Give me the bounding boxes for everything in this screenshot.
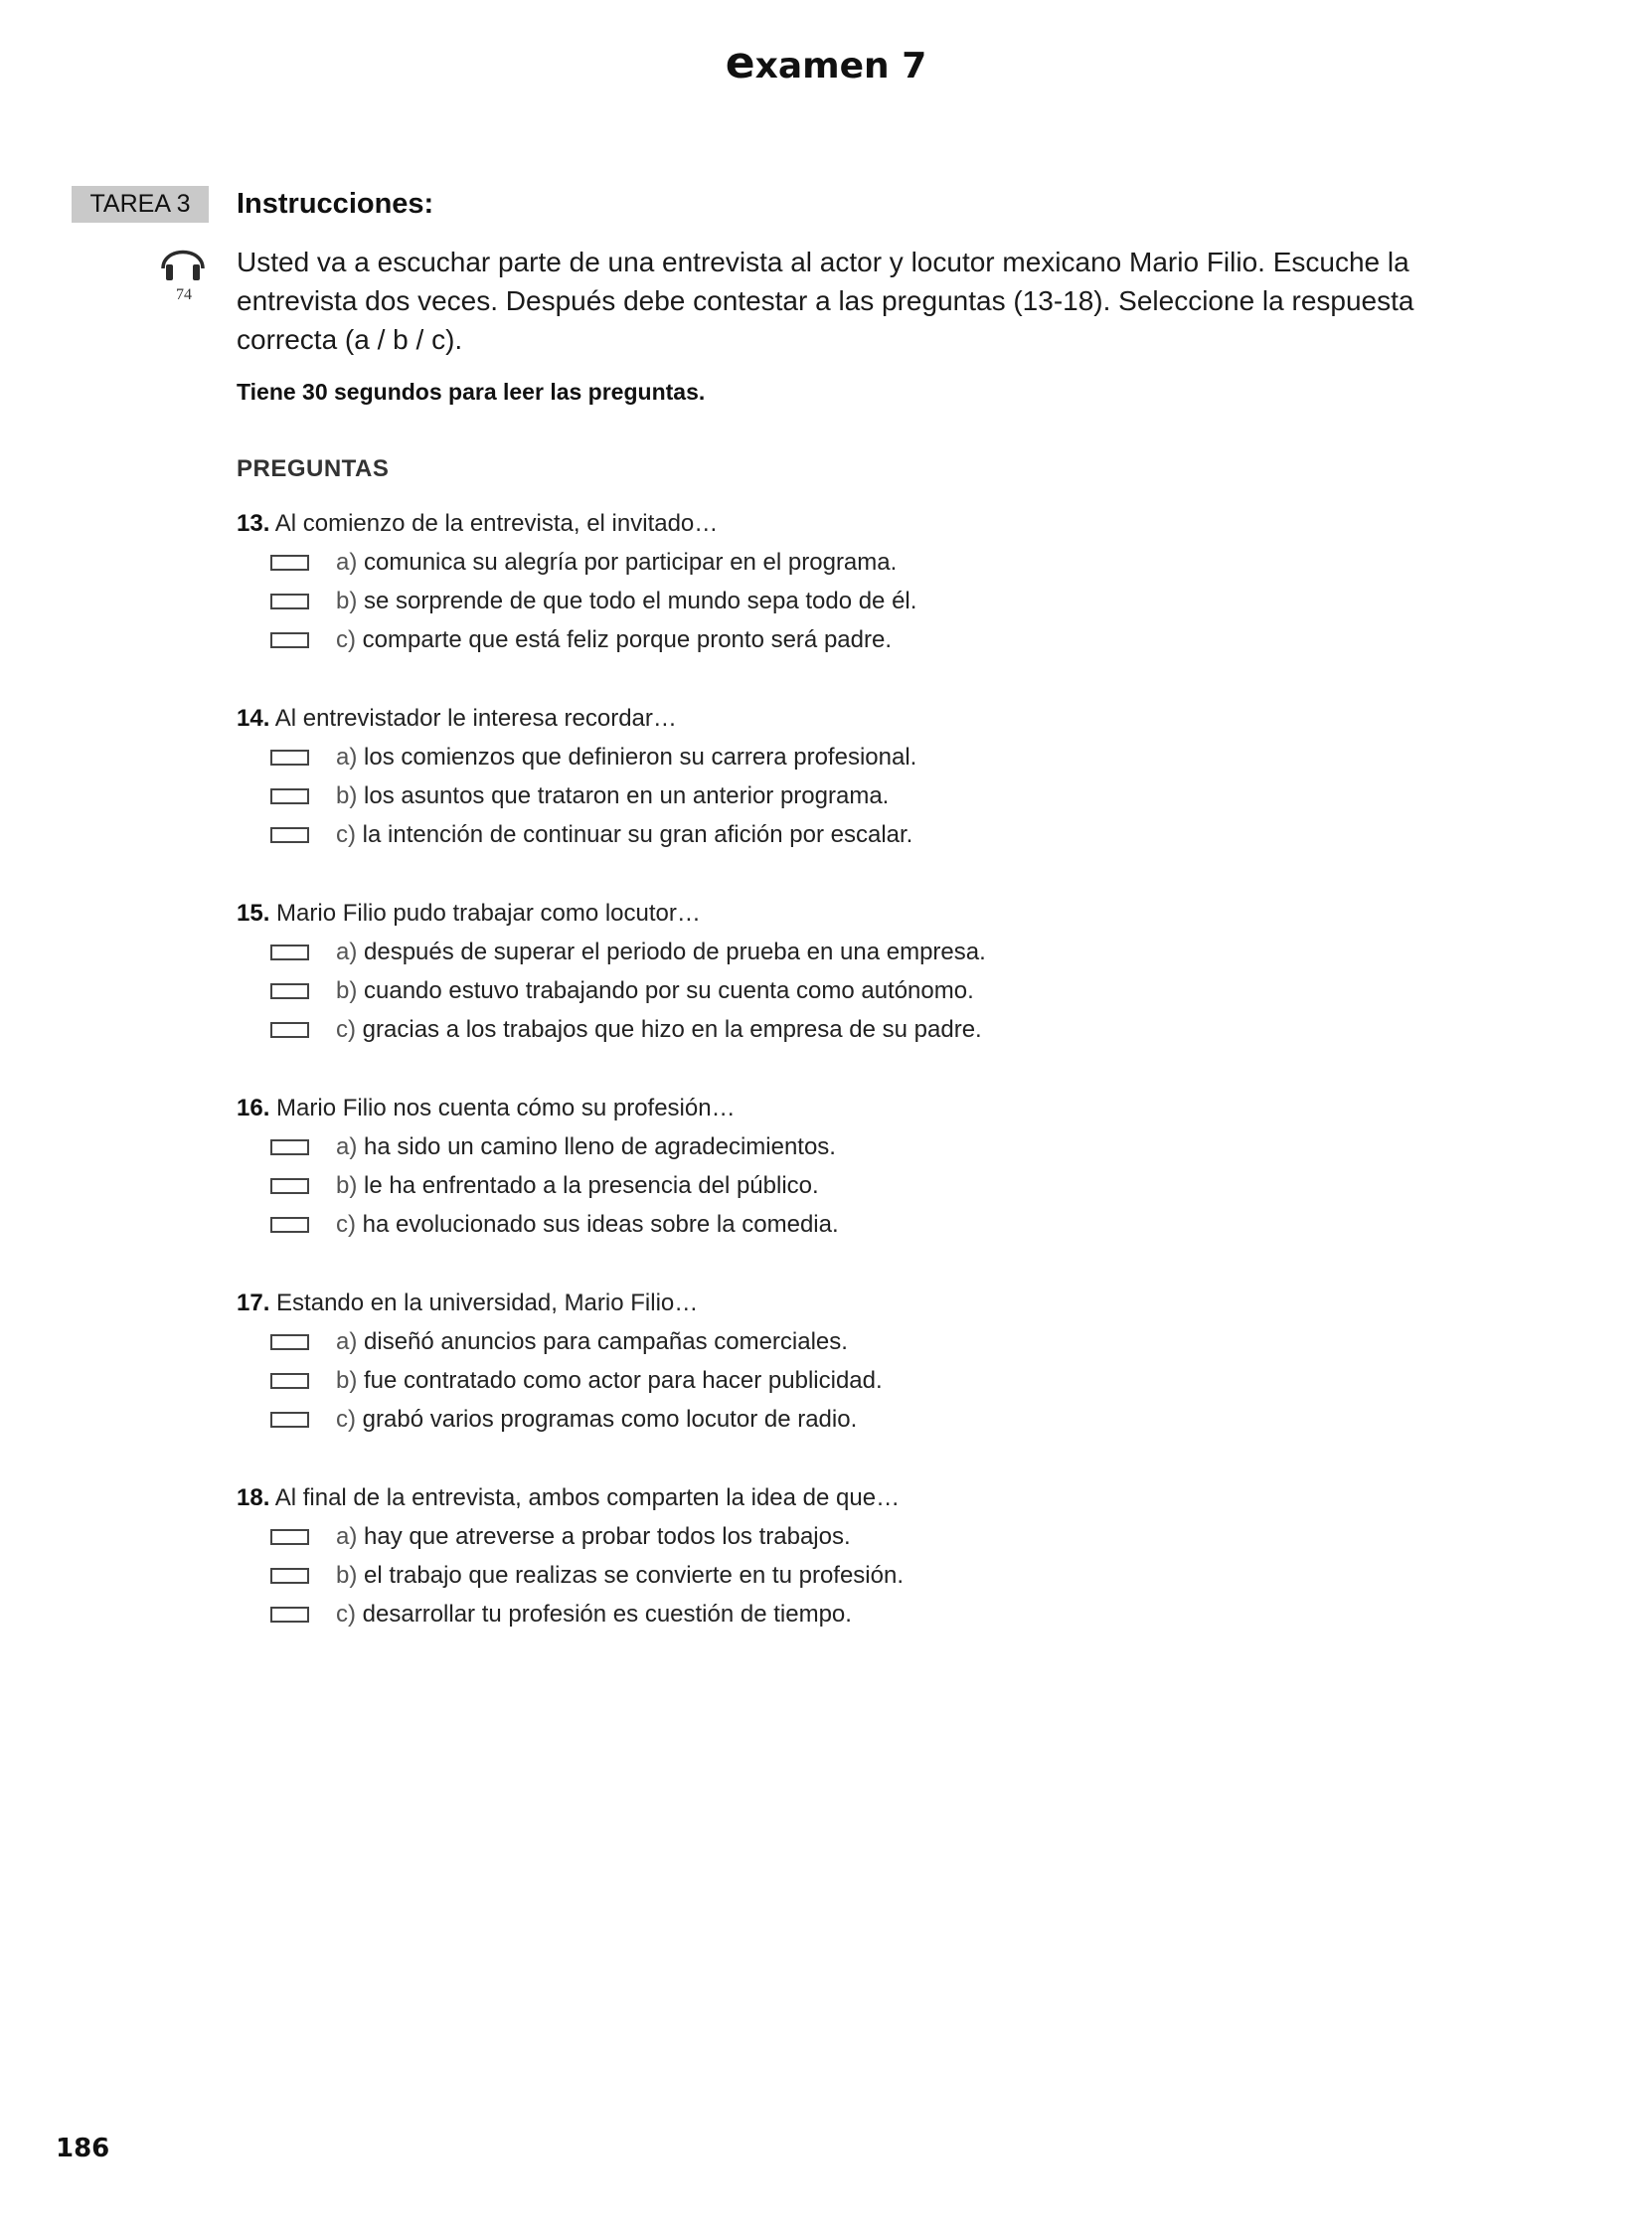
question-number: 14. [237, 705, 270, 732]
option-text: le ha enfrentado a la presencia del público. [357, 1172, 819, 1199]
question-stem [237, 1284, 1429, 1322]
option-c[interactable] [237, 1205, 1429, 1244]
option-text: diseñó anuncios para campañas comerciales. [357, 1328, 848, 1355]
question-16 [237, 1089, 1429, 1244]
option-letter: b) [336, 782, 358, 809]
option-checkbox[interactable] [270, 1607, 309, 1623]
option-a[interactable] [237, 738, 1429, 776]
option-text: gracias a los trabajos que hizo en la empresa de su padre. [356, 1016, 982, 1043]
option-letter: b) [336, 588, 358, 614]
option-label [336, 738, 916, 776]
question-stem [237, 894, 1429, 933]
instructions-line: entrevista dos veces. Después debe contestar a las preguntas (13-18). Seleccione la respuesta [237, 285, 1414, 316]
option-text: ha evolucionado sus ideas sobre la comedia. [356, 1211, 839, 1238]
option-letter: c) [336, 1016, 356, 1043]
question-text: Al final de la entrevista, ambos comparten la idea de que… [269, 1484, 901, 1511]
option-label [336, 971, 974, 1010]
option-b[interactable] [237, 1556, 1429, 1595]
instructions-line: Usted va a escuchar parte de una entrevista al actor y locutor mexicano Mario Filio. Escuche la [237, 247, 1409, 277]
option-checkbox[interactable] [270, 555, 309, 571]
option-text: después de superar el periodo de prueba en una empresa. [357, 939, 986, 965]
option-c[interactable] [237, 1400, 1429, 1439]
option-text: los asuntos que trataron en un anterior programa. [357, 782, 890, 809]
option-b[interactable] [237, 1361, 1429, 1400]
option-a[interactable] [237, 543, 1429, 582]
option-checkbox[interactable] [270, 945, 309, 960]
option-b[interactable] [237, 971, 1429, 1010]
question-text: Mario Filio nos cuenta cómo su profesión… [269, 1095, 736, 1121]
option-letter: c) [336, 1211, 356, 1238]
option-checkbox[interactable] [270, 1334, 309, 1350]
option-checkbox[interactable] [270, 1022, 309, 1038]
question-text: Al entrevistador le interesa recordar… [269, 705, 677, 732]
question-number: 16. [237, 1095, 270, 1121]
option-letter: a) [336, 1328, 358, 1355]
option-text: hay que atreverse a probar todos los trabajos. [357, 1523, 851, 1550]
option-text: comparte que está feliz porque pronto será padre. [356, 626, 892, 653]
option-text: se sorprende de que todo el mundo sepa todo de él. [357, 588, 917, 614]
question-text: Mario Filio pudo trabajar como locutor… [269, 900, 701, 927]
option-letter: a) [336, 549, 358, 576]
option-label [336, 1400, 857, 1439]
option-label [336, 620, 892, 659]
option-letter: b) [336, 1562, 358, 1589]
option-label [336, 582, 916, 620]
option-a[interactable] [237, 1127, 1429, 1166]
option-letter: c) [336, 626, 356, 653]
option-label [336, 933, 986, 971]
question-17 [237, 1284, 1429, 1439]
option-text: los comienzos que definieron su carrera profesional. [357, 744, 917, 771]
option-c[interactable] [237, 620, 1429, 659]
option-letter: a) [336, 939, 358, 965]
question-number: 18. [237, 1484, 270, 1511]
option-a[interactable] [237, 1322, 1429, 1361]
option-text: cuando estuvo trabajando por su cuenta como autónomo. [357, 977, 974, 1004]
option-text: comunica su alegría por participar en el programa. [357, 549, 898, 576]
option-checkbox[interactable] [270, 750, 309, 766]
option-letter: a) [336, 1523, 358, 1550]
task-tag: TAREA 3 [72, 186, 209, 223]
option-checkbox[interactable] [270, 827, 309, 843]
option-label [336, 1127, 836, 1166]
instructions-text [237, 243, 1459, 359]
question-stem [237, 1478, 1429, 1517]
option-text: fue contratado como actor para hacer publicidad. [357, 1367, 883, 1394]
option-letter: a) [336, 744, 358, 771]
page-number: 186 [56, 2134, 110, 2163]
option-b[interactable] [237, 1166, 1429, 1205]
option-label [336, 1205, 839, 1244]
option-letter: b) [336, 1172, 358, 1199]
title-logo-e: e [725, 38, 755, 88]
option-label [336, 1556, 904, 1595]
option-checkbox[interactable] [270, 594, 309, 609]
option-c[interactable] [237, 1010, 1429, 1049]
question-number: 17. [237, 1290, 270, 1316]
option-c[interactable] [237, 1595, 1429, 1634]
option-label [336, 1517, 851, 1556]
option-checkbox[interactable] [270, 632, 309, 648]
option-checkbox[interactable] [270, 983, 309, 999]
question-13 [237, 504, 1429, 659]
option-label [336, 1322, 848, 1361]
option-text: el trabajo que realizas se convierte en tu profesión. [357, 1562, 904, 1589]
option-text: la intención de continuar su gran afición por escalar. [356, 821, 913, 848]
option-letter: c) [336, 1601, 356, 1628]
instructions-line: correcta (a / b / c). [237, 324, 463, 355]
option-a[interactable] [237, 1517, 1429, 1556]
question-18 [237, 1478, 1429, 1634]
title-text: xamen 7 [754, 46, 927, 86]
track-number: 74 [176, 286, 192, 303]
option-letter: a) [336, 1133, 358, 1160]
option-label [336, 1361, 883, 1400]
option-checkbox[interactable] [270, 1217, 309, 1233]
option-label [336, 543, 897, 582]
page-title [0, 38, 1652, 88]
option-a[interactable] [237, 933, 1429, 971]
question-text: Estando en la universidad, Mario Filio… [269, 1290, 699, 1316]
option-label [336, 1010, 982, 1049]
question-number: 15. [237, 900, 270, 927]
option-text: ha sido un camino lleno de agradecimientos. [357, 1133, 836, 1160]
option-b[interactable] [237, 776, 1429, 815]
time-note: Tiene 30 segundos para leer las preguntas. [237, 379, 706, 405]
option-checkbox[interactable] [270, 1139, 309, 1155]
question-stem [237, 699, 1429, 738]
option-checkbox[interactable] [270, 1412, 309, 1428]
question-stem [237, 504, 1429, 543]
option-text: desarrollar tu profesión es cuestión de tiempo. [356, 1601, 852, 1628]
option-b[interactable] [237, 582, 1429, 620]
question-15 [237, 894, 1429, 1049]
option-c[interactable] [237, 815, 1429, 854]
option-label [336, 1595, 852, 1634]
option-label [336, 1166, 819, 1205]
option-letter: c) [336, 821, 356, 848]
questions-heading: PREGUNTAS [237, 455, 390, 482]
question-stem [237, 1089, 1429, 1127]
option-letter: b) [336, 1367, 358, 1394]
option-text: grabó varios programas como locutor de radio. [356, 1406, 858, 1433]
option-checkbox[interactable] [270, 1529, 309, 1545]
option-checkbox[interactable] [270, 1568, 309, 1584]
option-letter: b) [336, 977, 358, 1004]
question-text: Al comienzo de la entrevista, el invitado… [269, 510, 719, 537]
instructions-heading: Instrucciones: [237, 188, 434, 220]
option-checkbox[interactable] [270, 788, 309, 804]
question-14 [237, 699, 1429, 854]
option-checkbox[interactable] [270, 1178, 309, 1194]
option-letter: c) [336, 1406, 356, 1433]
option-checkbox[interactable] [270, 1373, 309, 1389]
question-number: 13. [237, 510, 270, 537]
headphones-icon [157, 239, 209, 284]
option-label [336, 776, 889, 815]
option-label [336, 815, 912, 854]
